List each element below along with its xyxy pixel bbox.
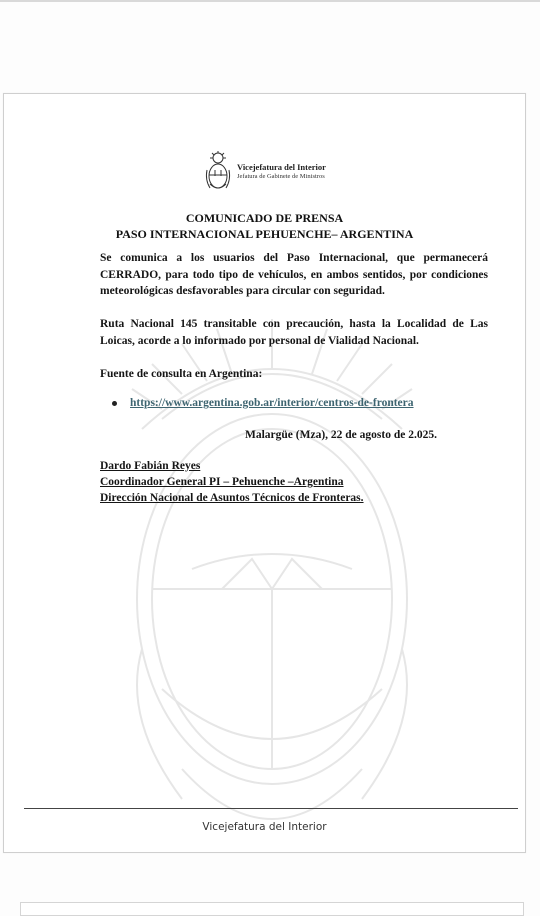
document-title: COMUNICADO DE PRENSA <box>185 211 344 225</box>
document-subtitle: PASO INTERNACIONAL PEHUENCHE– ARGENTINA <box>115 227 414 241</box>
bullet-icon <box>112 401 117 406</box>
source-label: Fuente de consulta en Argentina: <box>100 368 263 380</box>
signature-name: Dardo Fabián Reyes <box>100 460 201 472</box>
signature-office: Dirección Nacional de Asuntos Técnicos de Fronteras. <box>100 492 364 504</box>
footer-label: Vicejefatura del Interior <box>202 821 327 833</box>
frontier-link[interactable]: https://www.argentina.gob.ar/interior/centros-de-frontera <box>130 397 414 409</box>
paragraph-closure: Se comunica a los usuarios del Paso Internacional, que permanecerá CERRADO, para todo tipo de vehículos, en ambos sentidos, por condiciones meteorológicas desfavorables para circular con seguridad. <box>100 252 488 297</box>
paragraph-route: Ruta Nacional 145 transitable con precaución, hasta la Localidad de Las Loicas, acorde a lo informado por personal de Vialidad Nacional. <box>100 318 488 347</box>
next-page-edge <box>20 902 524 916</box>
date-line: Malargüe (Mza), 22 de agosto de 2.025. <box>245 429 437 441</box>
org-subtitle: Jefatura de Gabinete de Ministros <box>237 173 325 180</box>
footer-divider <box>24 808 518 809</box>
signature-role: Coordinador General PI – Pehuenche –Argentina <box>100 476 344 488</box>
list-item <box>112 397 414 409</box>
coat-of-arms-watermark <box>122 269 422 869</box>
org-name: Vicejefatura del Interior <box>237 162 326 172</box>
coat-of-arms-icon <box>204 150 232 194</box>
document-page <box>3 93 526 853</box>
top-edge <box>0 0 540 2</box>
letterhead <box>204 150 326 194</box>
